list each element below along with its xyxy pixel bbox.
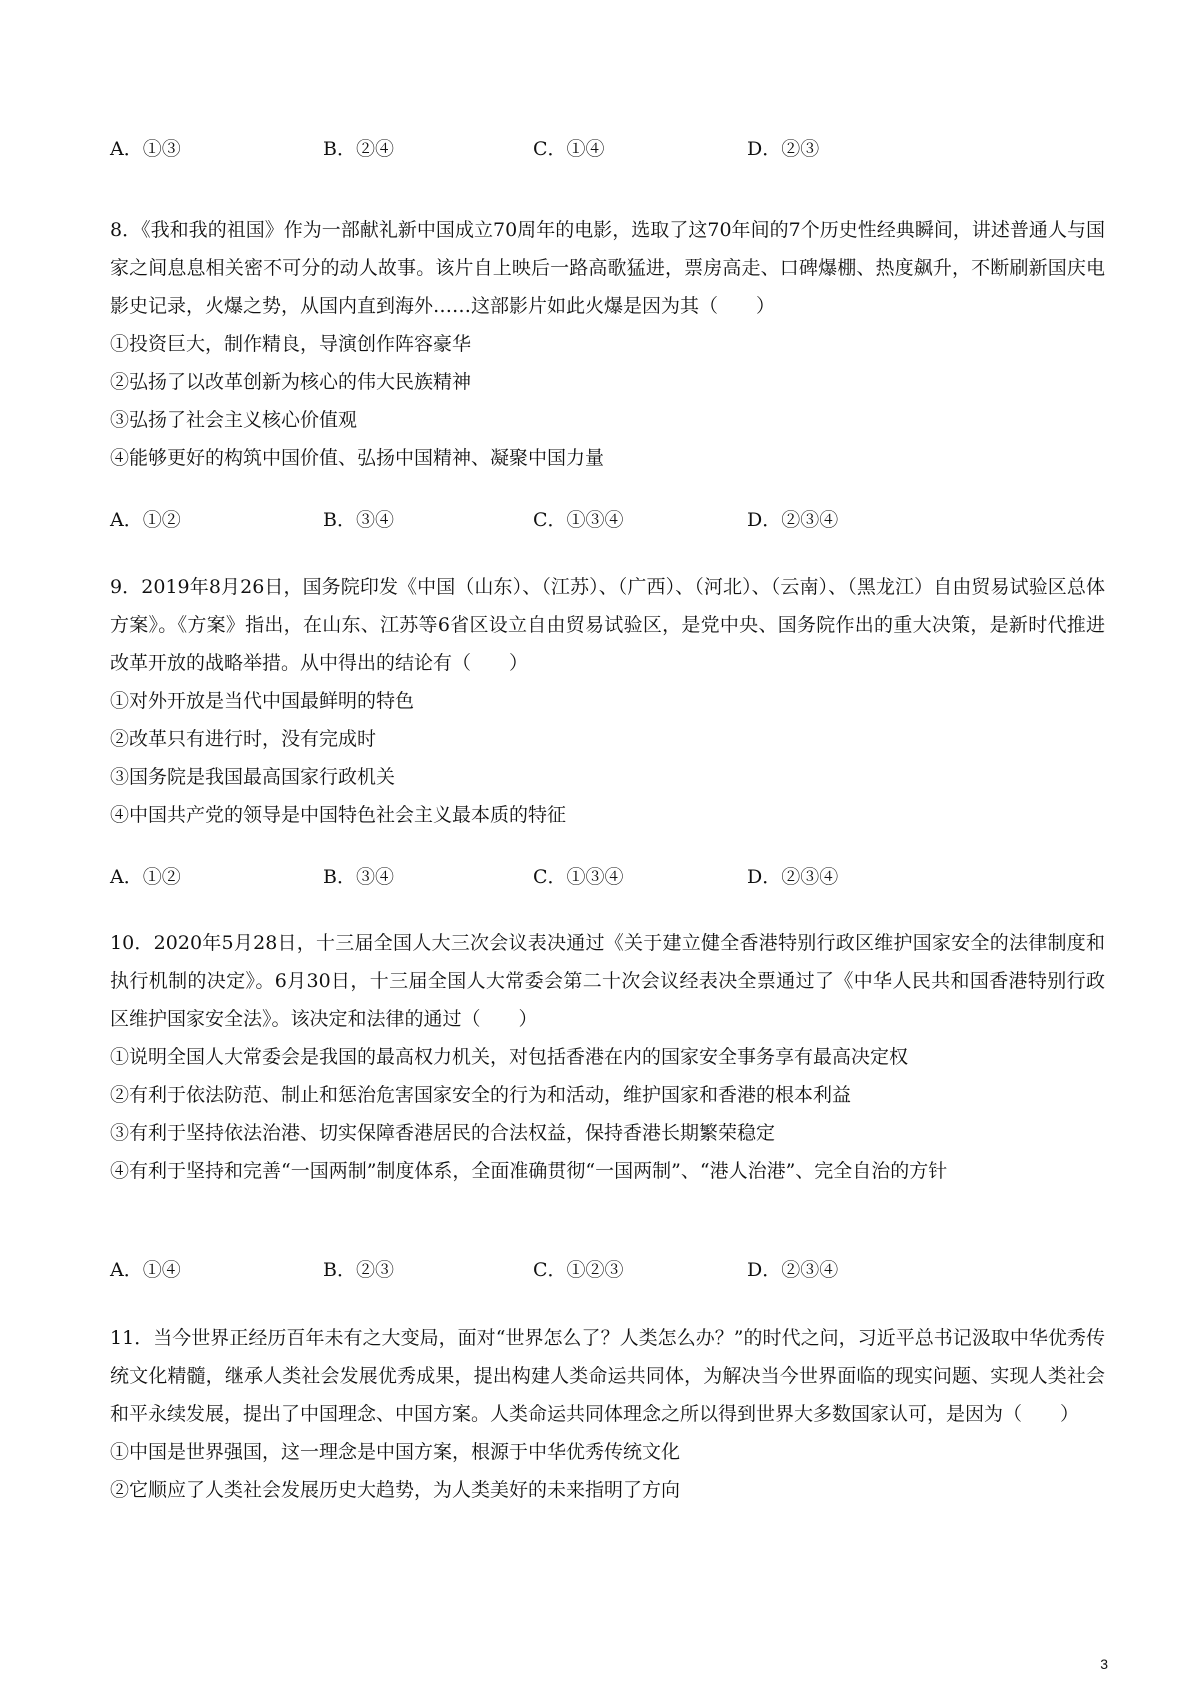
option-d: D．②③④ xyxy=(747,866,839,888)
choice-3: ③弘扬了社会主义核心价值观 xyxy=(110,409,358,431)
option-d: D．②③④ xyxy=(747,509,839,531)
option-c: C．①②③ xyxy=(533,1259,624,1281)
choice-1: ①说明全国人大常委会是我国的最高权力机关，对包括香港在内的国家安全事务享有最高决定权 xyxy=(110,1046,909,1068)
question-8-options xyxy=(110,500,1110,540)
option-a: A．①④ xyxy=(110,1259,181,1281)
question-9 xyxy=(110,568,1105,834)
choice-2: ②弘扬了以改革创新为核心的伟大民族精神 xyxy=(110,371,472,393)
choice-1: ①对外开放是当代中国最鲜明的特色 xyxy=(110,690,415,712)
option-d: D．②③ xyxy=(747,138,820,160)
question-stem: 9．2019年8月26日，国务院印发《中国（山东）、（江苏）、（广西）、（河北）、（云南）、（黑龙江）自由贸易试验区总体方案》。《方案》指出，在山东、江苏等6省区设立自由贸易试验区，是党中央、国务院作出的重大决策，是新时代推进改革开放的战略举措。从中得出的结论有（ ） xyxy=(110,576,1105,674)
option-d: D．②③④ xyxy=(747,1259,839,1281)
question-stem: 8．《我和我的祖国》作为一部献礼新中国成立70周年的电影，选取了这70年间的7个历史性经典瞬间，讲述普通人与国家之间息息相关密不可分的动人故事。该片自上映后一路高歌猛进，票房高走、口碑爆棚、热度飙升，不断刷新国庆电影史记录，火爆之势，从国内直到海外……这部影片如此火爆是因为其（ ） xyxy=(110,219,1105,317)
option-c: C．①③④ xyxy=(533,509,624,531)
question-9-options xyxy=(110,857,1110,897)
option-b: B．②③ xyxy=(323,1259,394,1281)
question-10-options xyxy=(110,1250,1110,1290)
choice-3: ③有利于坚持依法治港、切实保障香港居民的合法权益，保持香港长期繁荣稳定 xyxy=(110,1122,776,1144)
question-11 xyxy=(110,1319,1105,1509)
choice-1: ①投资巨大，制作精良，导演创作阵容豪华 xyxy=(110,333,472,355)
page-number: 3 xyxy=(1100,1656,1108,1672)
question-8 xyxy=(110,211,1105,477)
choice-2: ②它顺应了人类社会发展历史大趋势，为人类美好的未来指明了方向 xyxy=(110,1479,681,1501)
option-a: A．①② xyxy=(110,509,181,531)
choice-2: ②有利于依法防范、制止和惩治危害国家安全的行为和活动，维护国家和香港的根本利益 xyxy=(110,1084,852,1106)
question-stem: 11．当今世界正经历百年未有之大变局，面对“世界怎么了？人类怎么办？”的时代之问，习近平总书记汲取中华优秀传统文化精髓，继承人类社会发展优秀成果，提出构建人类命运共同体，为解决当今世界面临的现实问题、实现人类社会和平永续发展，提出了中国理念、中国方案。人类命运共同体理念之所以得到世界大多数国家认可，是因为（ ） xyxy=(110,1327,1105,1425)
option-a: A．①② xyxy=(110,866,181,888)
option-b: B．③④ xyxy=(323,866,394,888)
option-a: A．①③ xyxy=(110,138,181,160)
choice-1: ①中国是世界强国，这一理念是中国方案，根源于中华优秀传统文化 xyxy=(110,1441,681,1463)
prev-question-options xyxy=(110,129,1110,169)
choice-3: ③国务院是我国最高国家行政机关 xyxy=(110,766,396,788)
choice-4: ④有利于坚持和完善“一国两制”制度体系，全面准确贯彻“一国两制”、“港人治港”、完全自治的方针 xyxy=(110,1160,948,1182)
choice-4: ④能够更好的构筑中国价值、弘扬中国精神、凝聚中国力量 xyxy=(110,447,605,469)
option-b: B．②④ xyxy=(323,138,394,160)
option-c: C．①④ xyxy=(533,138,605,160)
question-stem: 10．2020年5月28日，十三届全国人大三次会议表决通过《关于建立健全香港特别行政区维护国家安全的法律制度和执行机制的决定》。6月30日，十三届全国人大常委会第二十次会议经表决全票通过了《中华人民共和国香港特别行政区维护国家安全法》。该决定和法律的通过（ ） xyxy=(110,932,1105,1030)
option-c: C．①③④ xyxy=(533,866,624,888)
choice-2: ②改革只有进行时，没有完成时 xyxy=(110,728,377,750)
question-10 xyxy=(110,924,1105,1190)
choice-4: ④中国共产党的领导是中国特色社会主义最本质的特征 xyxy=(110,804,567,826)
option-b: B．③④ xyxy=(323,509,394,531)
